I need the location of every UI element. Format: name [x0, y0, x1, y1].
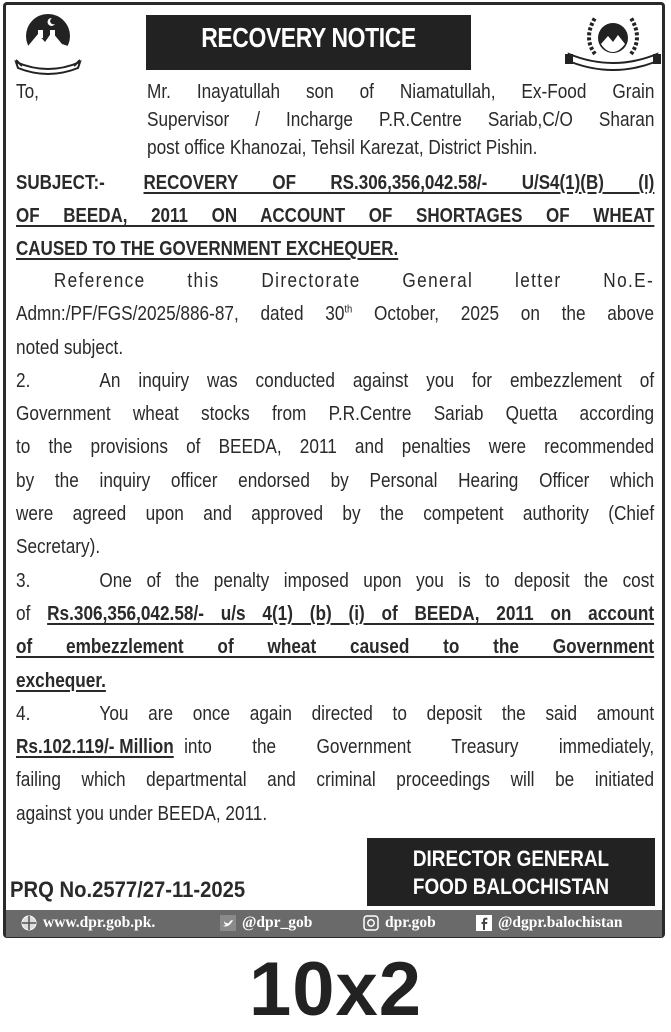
globe-icon: [21, 915, 37, 931]
para1-sup: th: [344, 303, 353, 316]
para2-line: An inquiry was conducted against you for embezzlement of: [99, 369, 655, 392]
para3-amount-text: Rs.306,356,042.58/- u/s 4(1) (b) (i) of BEEDA, 2011 on account: [47, 602, 655, 625]
food-department-emblem-logo: [565, 10, 661, 74]
ad-size-label: 10x2: [248, 947, 423, 1032]
para1-line: noted subject.: [16, 336, 124, 359]
para2-line: by the inquiry officer endorsed by Personal Hearing Officer which: [16, 469, 655, 492]
para1-ref-text-rest: October, 2025 on the above: [352, 303, 655, 326]
para1-ref-text: Admn:/PF/FGS/2025/886-87, dated 30: [16, 303, 345, 326]
to-label-text: To,: [16, 81, 39, 103]
addressee-line: Supervisor / Incharge P.R.Centre Sariab,C/O Sharan: [147, 109, 655, 131]
para3-prefix: of: [16, 602, 48, 625]
letter-body: [16, 265, 654, 831]
subject-line: RECOVERY OF RS.306,356,042.58/- U/S4(1)(B) (I): [143, 172, 655, 194]
subject-block: [16, 167, 654, 266]
balochistan-emblem-logo: [12, 10, 84, 76]
para4-line: You are once again directed to deposit the said amount: [99, 702, 655, 725]
para1-line: [16, 298, 654, 331]
subject-line: CAUSED TO THE GOVERNMENT EXCHEQUER.: [16, 238, 399, 260]
notice-title: RECOVERY NOTICE: [201, 22, 416, 53]
para4-number: 4.: [16, 702, 31, 725]
para2-number: 2.: [16, 369, 31, 392]
social-footer-bar: [6, 910, 662, 937]
para2-first-line: [16, 365, 654, 398]
to-label: [16, 78, 43, 106]
website-text: www.dpr.gob.pk.: [43, 914, 156, 931]
para3-number: 3.: [16, 569, 31, 592]
instagram-link[interactable]: [363, 914, 436, 932]
para4-first-line: [16, 698, 654, 731]
addressee-line: post office Khanozai, Tehsil Karezat, District Pishin.: [147, 137, 538, 159]
prq-number: [10, 877, 266, 903]
addressee-line: Mr. Inayatullah son of Niamatullah, Ex-Food Grain: [147, 81, 655, 103]
para3-first-line: [16, 565, 654, 598]
signature-department: FOOD BALOCHISTAN: [412, 874, 610, 899]
subject-line: OF BEEDA, 2011 ON ACCOUNT OF SHORTAGES OF WHEAT: [16, 205, 655, 227]
signature-box: [367, 838, 655, 906]
para3-line: exchequer.: [16, 669, 106, 692]
para4-line: against you under BEEDA, 2011.: [16, 802, 268, 825]
signature-title: DIRECTOR GENERAL: [412, 846, 610, 871]
para2-line: Secretary).: [16, 536, 101, 559]
twitter-handle: @dpr_gob: [242, 914, 313, 931]
website-link[interactable]: [21, 914, 155, 932]
twitter-link[interactable]: [220, 914, 312, 932]
instagram-icon: [363, 915, 379, 931]
instagram-handle: dpr.gob: [385, 914, 436, 931]
para3-line: One of the penalty imposed upon you is to deposit the cost: [99, 569, 655, 592]
para4-line-rest: into the Government Treasury immediately,: [184, 736, 655, 759]
title-banner: [146, 15, 471, 70]
prq-text: PRQ No.2577/27-11-2025: [10, 877, 246, 902]
para2-line: Government wheat stocks from P.R.Centre Sariab Quetta according: [16, 403, 655, 426]
facebook-handle: @dgpr.balochistan: [498, 914, 623, 931]
para3-line: [16, 598, 654, 631]
para3-line: of embezzlement of wheat caused to the Government: [16, 636, 655, 659]
para1-line: Reference this Directorate General letter No.E-: [53, 270, 655, 292]
twitter-icon: [220, 915, 236, 931]
subject-label: SUBJECT:-: [16, 172, 105, 194]
addressee-block: [147, 78, 654, 162]
para4-amount: Rs.102.119/- Million: [16, 736, 174, 759]
para2-line: to the provisions of BEEDA, 2011 and penalties were recommended: [16, 436, 655, 459]
para2-line: were agreed upon and approved by the competent authority (Chief: [16, 503, 655, 526]
facebook-link[interactable]: [476, 914, 623, 932]
para4-line: failing which departmental and criminal proceedings will be initiated: [16, 769, 655, 792]
para4-line: [16, 731, 654, 764]
facebook-icon: [476, 915, 492, 931]
